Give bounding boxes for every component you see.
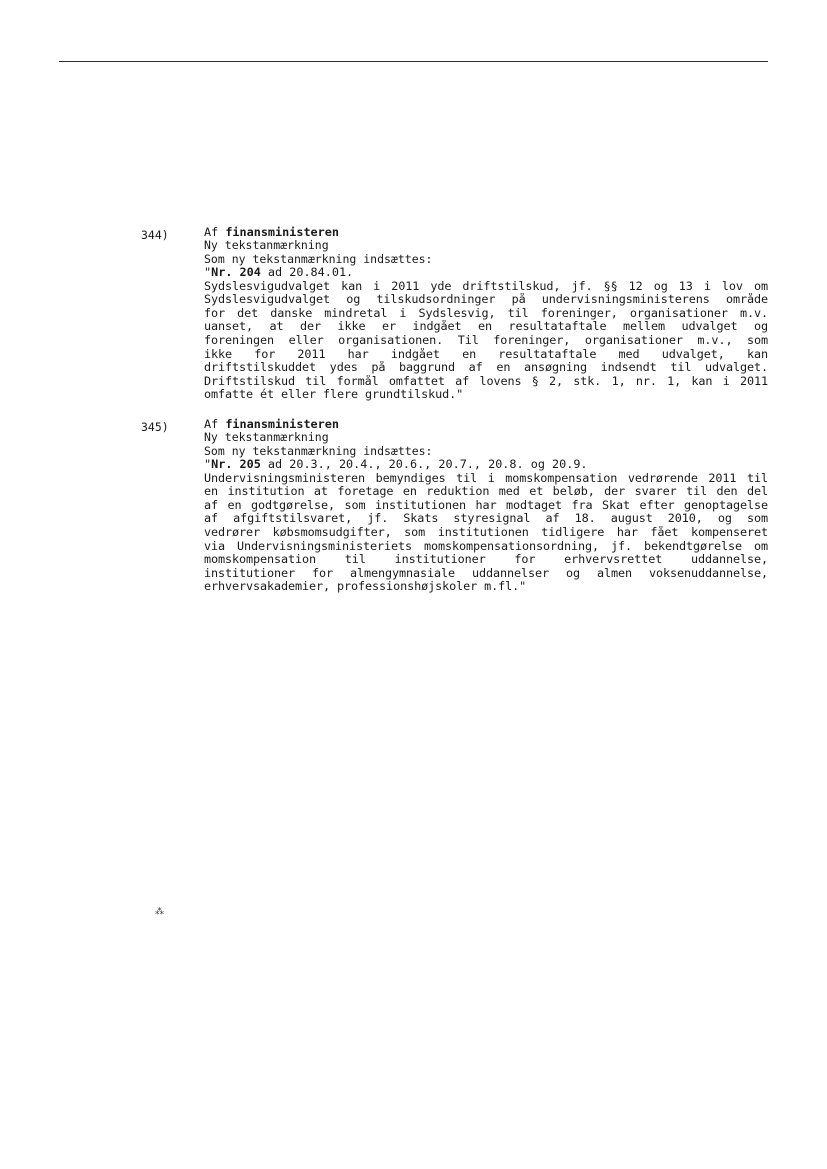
text-line: uanset, at der ikke er indgået en resultataftale mellem udvalget og xyxy=(204,320,768,334)
text-line: en institution at foretage en reduktion med et beløb, der svarer til den del xyxy=(204,485,768,499)
amendment-instruction: Som ny tekstanmærkning indsættes: xyxy=(204,444,433,458)
quote-open: " xyxy=(204,458,212,472)
text-line: Undervisningsministeren bemyndiges til i momskompensation vedrørende 2011 til xyxy=(204,471,768,485)
header-rule xyxy=(59,61,768,62)
text-line: driftstilskuddet ydes på baggrund af en ansøgning indsendt til udvalget. xyxy=(204,361,768,375)
amendment-author-line xyxy=(204,226,768,239)
text-line: ikke for 2011 har indgået en resultataftale med udvalget, kan xyxy=(204,347,768,361)
scan-speck: ⁂ xyxy=(155,907,164,917)
amendment-number: 344) xyxy=(141,228,169,242)
amendment-instruction: Som ny tekstanmærkning indsættes: xyxy=(204,252,433,266)
amendment-body xyxy=(204,226,768,402)
text-line: Sydslesvigudvalget og tilskudsordninger på undervisningsministerens område xyxy=(204,293,768,307)
text-line: momskompensation til institutioner for erhvervsrettet uddannelse, xyxy=(204,553,768,567)
text-line: Sydslesvigudvalget kan i 2011 yde driftstilskud, jf. §§ 12 og 13 i lov om xyxy=(204,279,768,293)
quote-open: " xyxy=(204,266,212,280)
text-line: omfatte ét eller flere grundtilskud." xyxy=(204,388,464,402)
text-line: for det danske mindretal i Sydslesvig, til foreninger, organisationer m.v. xyxy=(204,306,768,320)
text-line: vedrører købsmomsudgifter, som institutionen tidligere har fået kompenseret xyxy=(204,526,768,539)
text-line: af en godtgørelse, som institutionen har modtaget fra Skat efter genoptagelse xyxy=(204,498,768,512)
amendment-number: 345) xyxy=(141,420,169,434)
author-name: finansministeren xyxy=(225,418,339,431)
text-line: af afgiftstilsvaret, jf. Skats styresignal af 18. august 2010, og som xyxy=(204,512,768,526)
text-line: erhvervsakademier, professionshøjskoler m.fl." xyxy=(204,580,527,594)
author-prefix: Af xyxy=(204,418,226,431)
author-prefix: Af xyxy=(204,226,226,239)
amendment-text xyxy=(204,472,768,594)
amendment-kind: Ny tekstanmærkning xyxy=(204,239,329,253)
text-line: Driftstilskud til formål omfattet af lovens § 2, stk. 1, nr. 1, kan i 2011 xyxy=(204,374,768,388)
amendment-author-line xyxy=(204,418,768,431)
reference-number: Nr. 204 xyxy=(211,266,261,280)
text-line: foreningen eller organisationen. Til foreninger, organisationer m.v., som xyxy=(204,334,768,347)
amendment-reference xyxy=(204,266,768,279)
reference-target: ad 20.3., 20.4., 20.6., 20.7., 20.8. og 20.9. xyxy=(260,458,588,472)
amendment-text xyxy=(204,280,768,402)
text-line: via Undervisningsministeriets momskompensationsordning, jf. bekendtgørelse om xyxy=(204,539,768,553)
reference-target: ad 20.84.01. xyxy=(260,266,354,280)
amendment-kind: Ny tekstanmærkning xyxy=(204,431,329,445)
author-name: finansministeren xyxy=(225,226,339,239)
amendment-body xyxy=(204,418,768,594)
amendment-reference xyxy=(204,458,768,471)
reference-number: Nr. 205 xyxy=(211,458,261,472)
text-line: institutioner for almengymnasiale uddannelser og almen voksenuddannelse, xyxy=(204,566,768,580)
